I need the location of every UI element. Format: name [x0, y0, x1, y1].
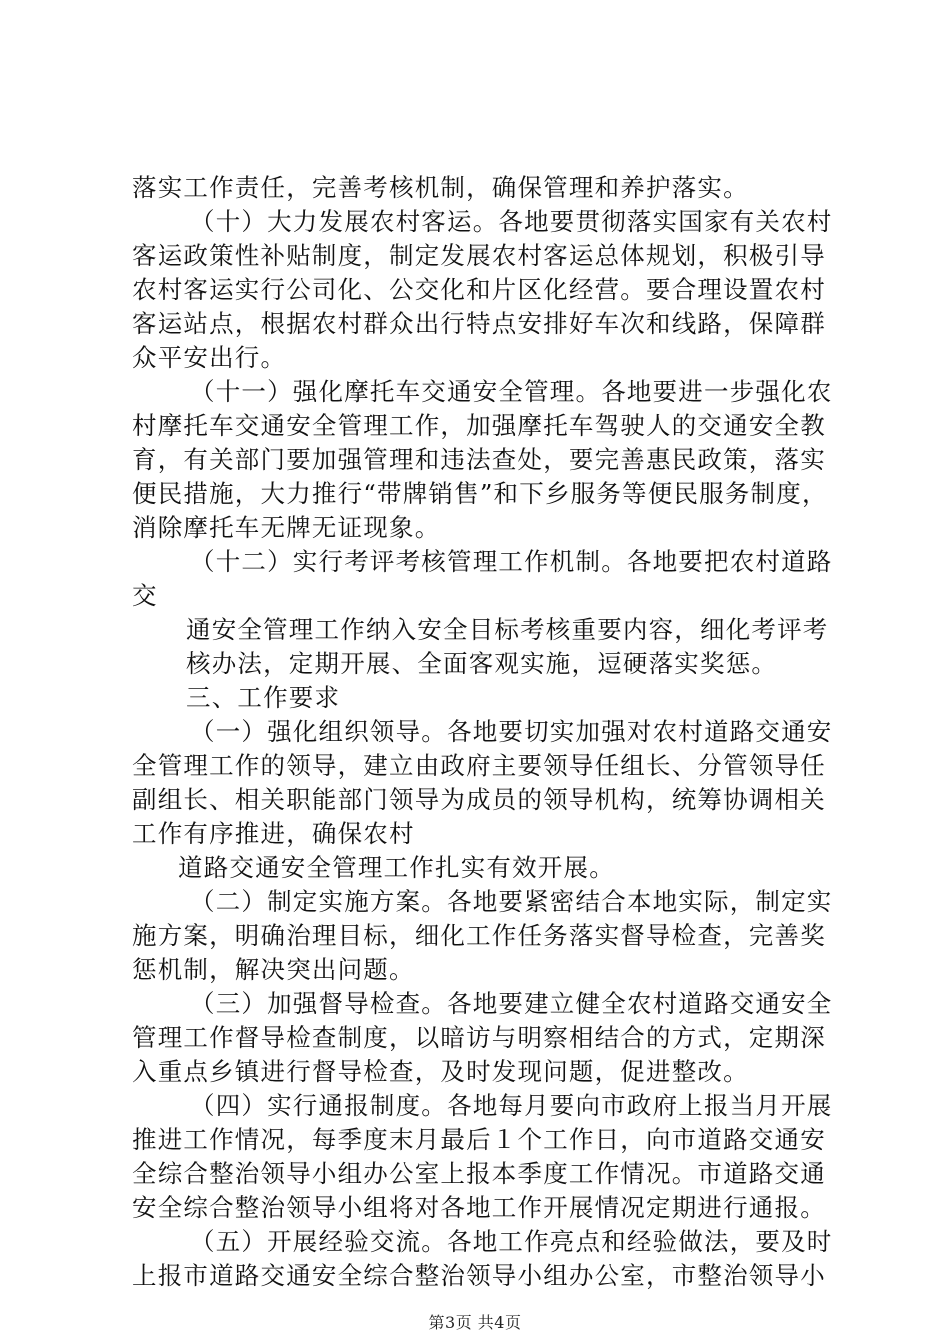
body-text-line: 安全综合整治领导小组将对各地工作开展情况定期进行通报。: [132, 1193, 826, 1222]
requirement-4-heading: （四）实行通报制度。各地每月要向市政府上报当月开展: [190, 1091, 833, 1120]
body-text-line: 消除摩托车无牌无证现象。: [132, 513, 441, 542]
body-text-line: 众平安出行。: [132, 343, 287, 372]
body-text-line: 道路交通安全管理工作扎实有效开展。: [178, 853, 615, 882]
page-number-footer: 第3页 共4页: [428, 1313, 522, 1332]
requirement-3-heading: （三）加强督导检查。各地要建立健全农村道路交通安全: [190, 989, 833, 1018]
body-text-line: 推进工作情况，每季度末月最后１个工作日，向市道路交通安: [132, 1125, 826, 1154]
body-text-line: 农村客运实行公司化、公交化和片区化经营。要合理设置农村: [132, 275, 826, 304]
body-text-line: 通安全管理工作纳入安全目标考核重要内容，细化考评考: [186, 615, 829, 644]
paragraph-10-heading: （十）大力发展农村客运。各地要贯彻落实国家有关农村: [190, 207, 833, 236]
body-text-line: 育，有关部门要加强管理和违法查处，要完善惠民政策，落实: [132, 445, 826, 474]
paragraph-12-heading: （十二）实行考评考核管理工作机制。各地要把农村道路: [190, 547, 833, 576]
body-text-line: 客运站点，根据农村群众出行特点安排好车次和线路，保障群: [132, 309, 826, 338]
body-text-line: 施方案，明确治理目标，细化工作任务落实督导检查，完善奖: [132, 921, 826, 950]
body-text-line: 交: [132, 581, 158, 610]
requirement-1-heading: （一）强化组织领导。各地要切实加强对农村道路交通安: [190, 717, 833, 746]
body-text-line: 客运政策性补贴制度，制定发展农村客运总体规划，积极引导: [132, 241, 826, 270]
body-text-line: 管理工作督导检查制度，以暗访与明察相结合的方式，定期深: [132, 1023, 826, 1052]
body-text-line: 工作有序推进，确保农村: [132, 819, 415, 848]
requirement-5-heading: （五）开展经验交流。各地工作亮点和经验做法，要及时: [190, 1227, 833, 1256]
body-text-line: 落实工作责任，完善考核机制，确保管理和养护落实。: [132, 173, 749, 202]
body-text-line: 核办法，定期开展、全面客观实施，逗硬落实奖惩。: [186, 649, 778, 678]
body-text-line: 惩机制，解决突出问题。: [132, 955, 415, 984]
paragraph-11-heading: （十一）强化摩托车交通安全管理。各地要进一步强化农: [190, 377, 833, 406]
section-heading: 三、工作要求: [186, 683, 341, 712]
body-text-line: 副组长、相关职能部门领导为成员的领导机构，统筹协调相关: [132, 785, 826, 814]
body-text-line: 入重点乡镇进行督导检查，及时发现问题，促进整改。: [132, 1057, 749, 1086]
body-text-line: 全综合整治领导小组办公室上报本季度工作情况。市道路交通: [132, 1159, 826, 1188]
body-text-line: 上报市道路交通安全综合整治领导小组办公室，市整治领导小: [132, 1261, 826, 1290]
body-text-line: 全管理工作的领导，建立由政府主要领导任组长、分管领导任: [132, 751, 826, 780]
body-text-line: 便民措施，大力推行“带牌销售”和下乡服务等便民服务制度，: [132, 479, 828, 508]
body-text-line: 村摩托车交通安全管理工作，加强摩托车驾驶人的交通安全教: [132, 411, 826, 440]
requirement-2-heading: （二）制定实施方案。各地要紧密结合本地实际，制定实: [190, 887, 833, 916]
